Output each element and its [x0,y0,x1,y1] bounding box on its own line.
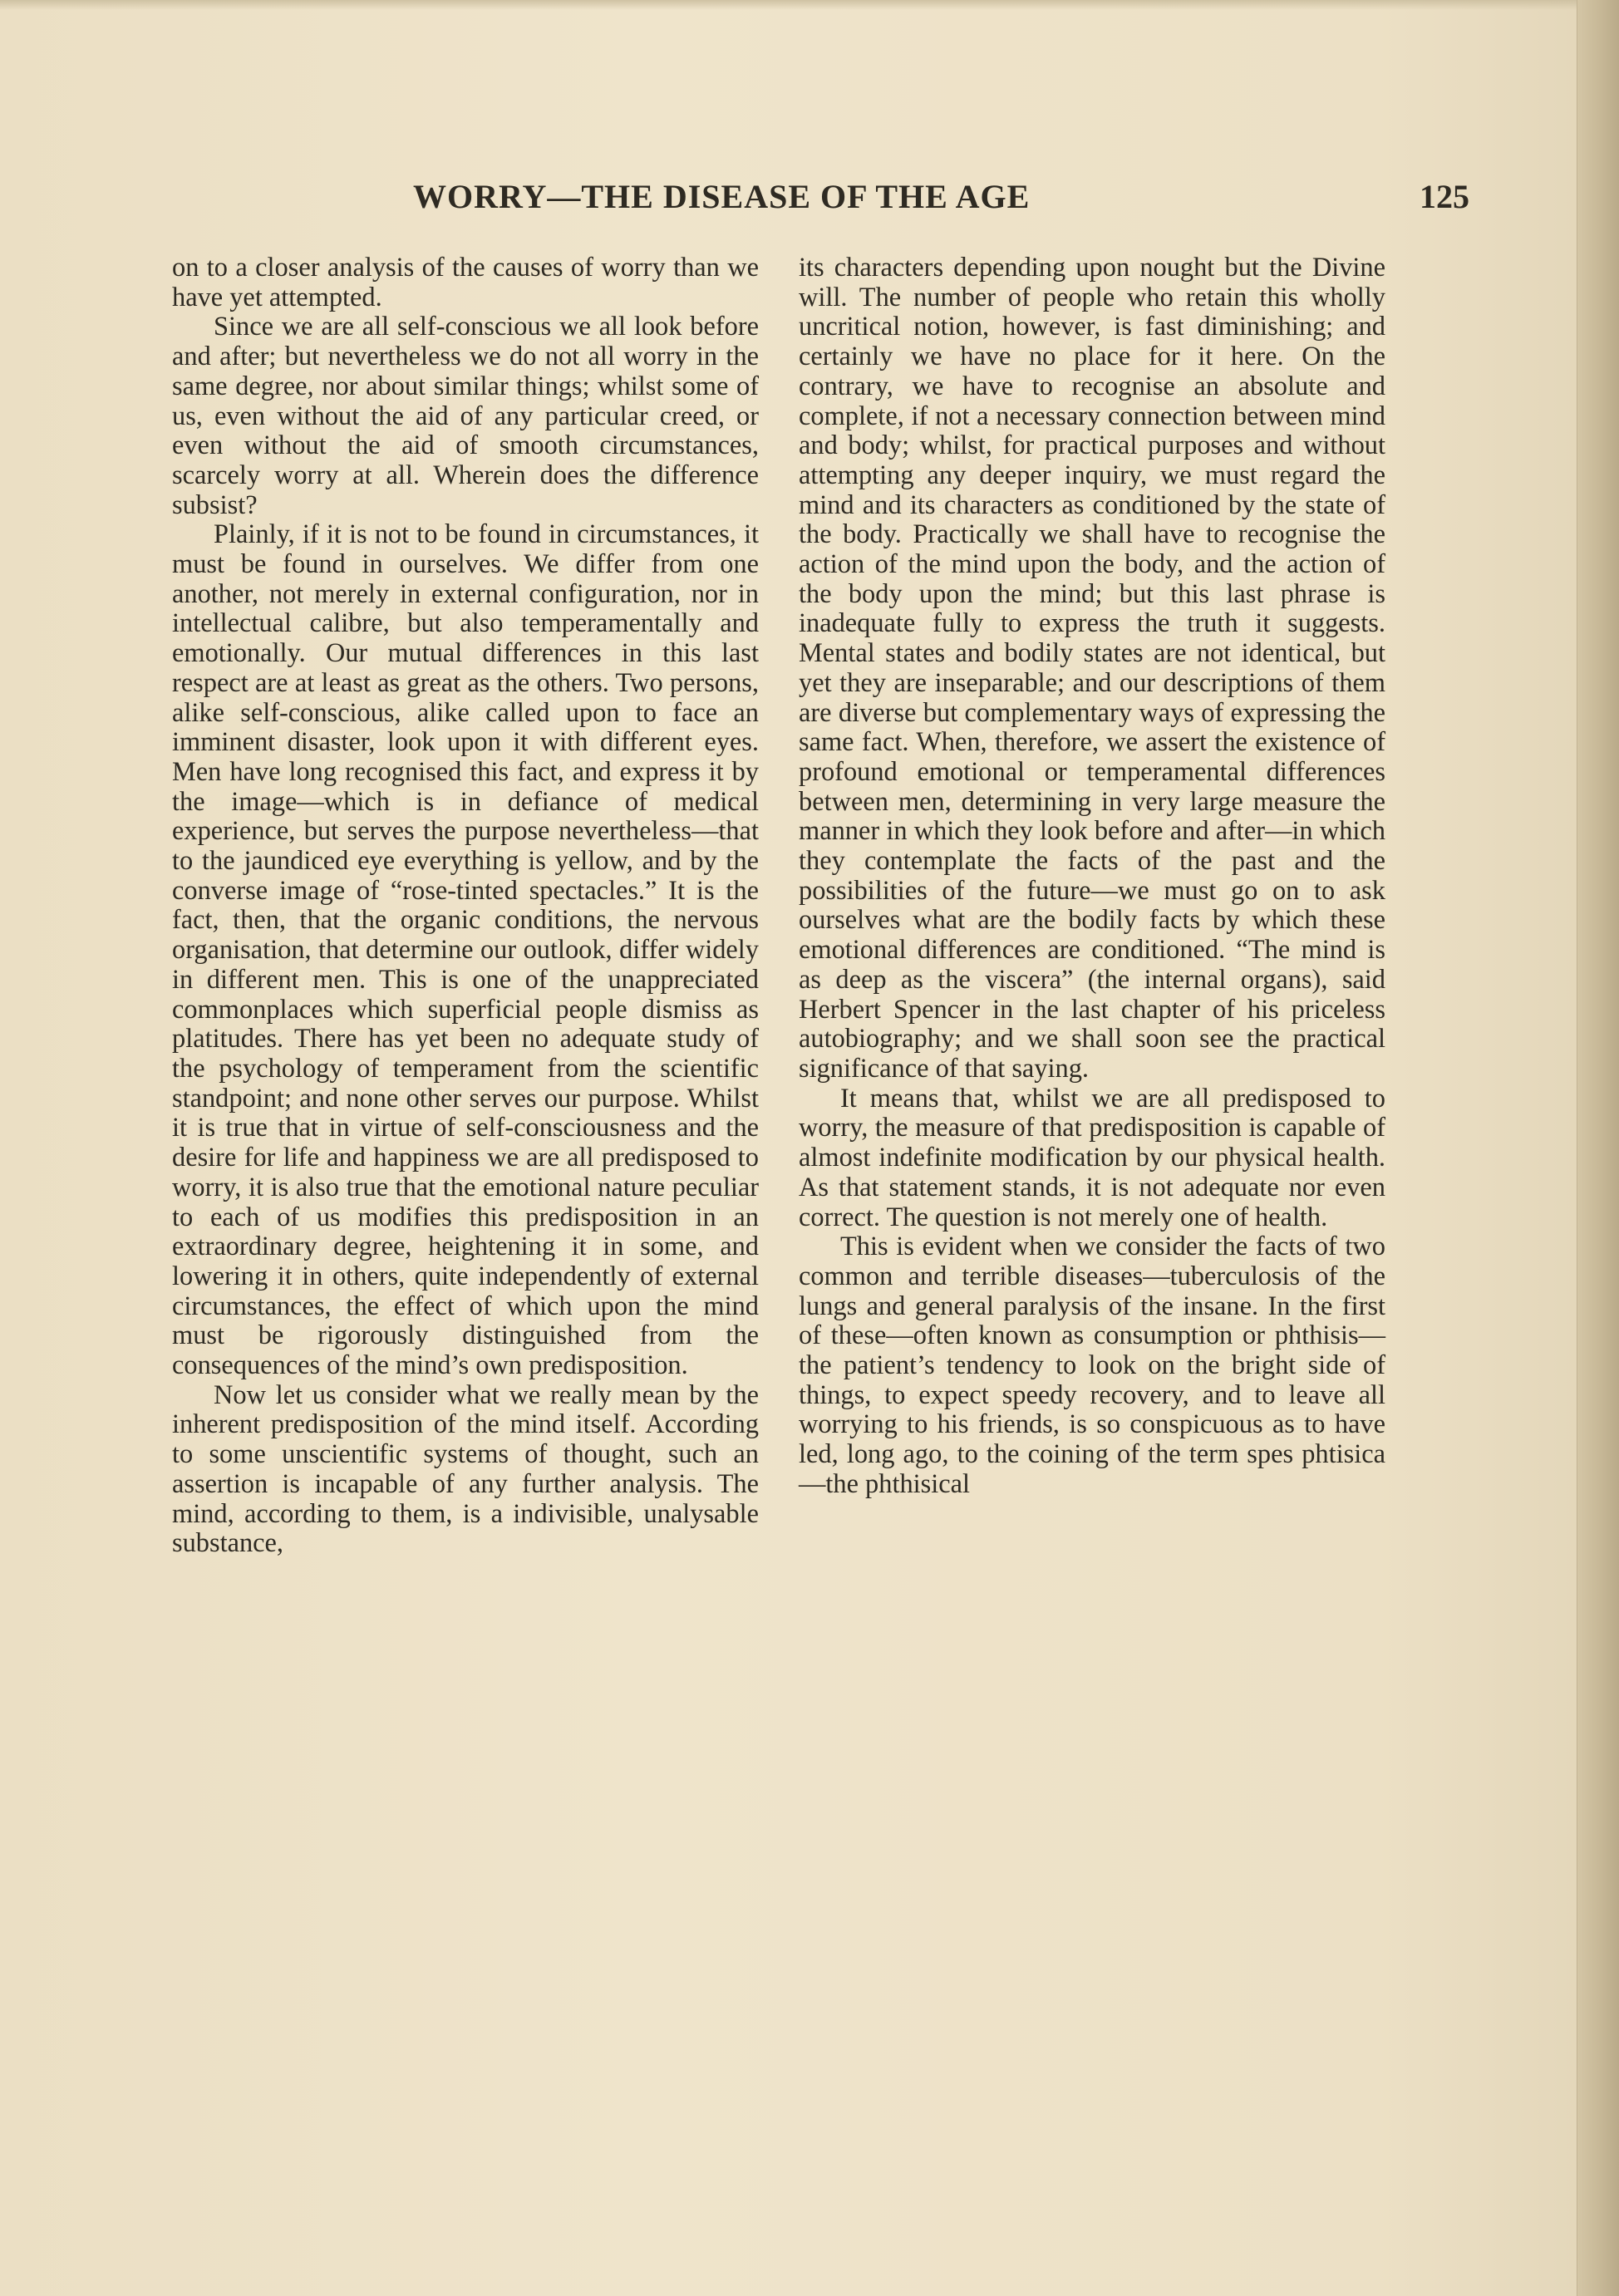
page-top-edge [0,0,1619,10]
paragraph: Now let us consider what we really mean by the inherent predisposition of the mind itself. According to some unscientific systems of thought, such an assertion is incapable of any further analysis. The mind, according to them, is a indivisible, unalysable substance, [172,1379,759,1559]
running-head-title: WORRY—THE DISEASE OF THE AGE [413,178,1031,215]
paragraph: Plainly, if it is not to be found in circumstances, it must be found in ourselves. We differ from one another, not merely in external configuration, nor in intellectual calibre, but also temperamentally and emotionally. Our mutual differences in this last respect are at least as great as the others. Two persons, alike self-conscious, alike called upon to face an imminent disaster, look upon it with different eyes. Men have long recognised this fact, and express it by the image—which is in defiance of medical experience, but serves the purpose nevertheless—that to the jaundiced eye everything is yellow, and by the converse image of “rose-tinted spectacles.” It is the fact, then, that the organic conditions, the nervous organisation, that determine our outlook, differ widely in different men. This is one of the unappreciated commonplaces which superficial people dismiss as platitudes. There has yet been no adequate study of the psychology of temperament from the scientific standpoint; and none other serves our purpose. Whilst it is true that in virtue of self-consciousness and the desire for life and happiness we are all predisposed to worry, it is also true that the emotional nature peculiar to each of us modifies this predisposition in an extraordinary degree, heightening it in some, and lowering it in others, quite independently of external circumstances, the effect of which upon the mind must be rigorously distinguished from the consequences of the mind’s own predisposition. [172,519,759,1381]
right-column [799,253,1385,1500]
page-number: 125 [1420,178,1469,215]
paragraph: on to a closer analysis of the causes of worry than we have yet attempted. [172,253,759,312]
paragraph: It means that, whilst we are all predisposed to worry, the measure of that predisposition is capable of almost indefinite modification by our physical health. As that statement stands, it is not adequate nor even correct. The question is not merely one of health. [799,1083,1385,1232]
paragraph: This is evident when we consider the facts of two common and terrible diseases—tuberculosis of the lungs and general paralysis of the insane. In the first of these—often known as consumption or phthisis—the patient’s tendency to look on the bright side of things, to expect speedy recovery, and to leave all worrying to his friends, is so conspicuous as to have led, long ago, to the coining of the term spes phtisica—the phthisical [799,1232,1385,1499]
running-head [172,177,1469,219]
left-column [172,253,759,1559]
paragraph: its characters depending upon nought but the Divine will. The number of people who retain this wholly uncritical notion, however, is fast diminishing; and certainly we have no place for it here. On the contrary, we have to recognise an absolute and complete, if not a necessary connection between mind and body; whilst, for practical purposes and without attempting any deeper inquiry, we must regard the mind and its characters as conditioned by the state of the body. Practically we shall have to recognise the action of the mind upon the body, and the action of the body upon the mind; but this last phrase is inadequate fully to express the truth it suggests. Mental states and bodily states are not identical, but yet they are inseparable; and our descriptions of them are diverse but complementary ways of expressing the same fact. When, therefore, we assert the existence of profound emotional or temperamental differences between men, determining in very large measure the manner in which they look before and after—in which they contemplate the facts of the past and the possibilities of the future—we must go on to ask ourselves what are the bodily facts by which these emotional differences are conditioned. “The mind is as deep as the viscera” (the internal organs), said Herbert Spencer in the last chapter of his priceless autobiography; and we shall soon see the practical significance of that saying. [799,253,1385,1084]
paragraph: Since we are all self-conscious we all look before and after; but nevertheless we do not all worry in the same degree, nor about similar things; whilst some of us, even without the aid of any particular creed, or even without the aid of smooth circumstances, scarcely worry at all. Wherein does the difference subsist? [172,312,759,520]
page-fore-edge [1577,0,1619,2296]
